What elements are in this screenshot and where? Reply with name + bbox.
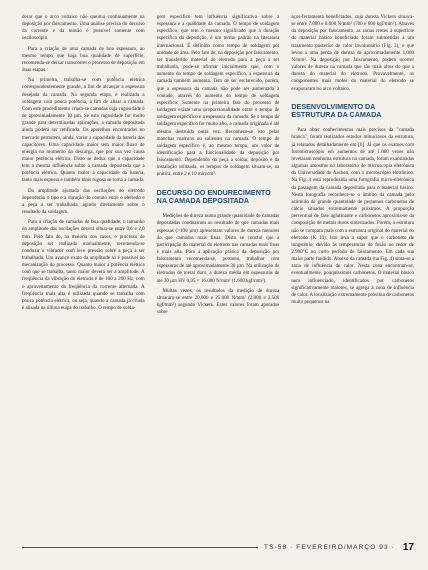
- page-number: 17: [402, 541, 414, 553]
- paragraph: Medições de dureza numa grande quantidade de camadas depositadas conduziram ao resultado de que camadas mais espessas (>100 µm) apresentam valores de dureza menores do que camadas mais finas. Disto se conclui que a participação do material do eletrodo nas camadas mais finas é mais alta. Para a aplicação prática da deposição por faiscamento recomenda-se, portanto, trabalhar com espessuras de até aproximadamente 30 µm. Na utilização de eletrodos de metal duro, a dureza média em espessuras de até 30 µm HV 0,05 = 16.000 N/mm² (1.600 kgf/mm²).: [156, 213, 280, 284]
- section-heading: DESENVOLVIMENTO DA ESTRUTURA DA CAMADA: [291, 101, 382, 120]
- paragraph: aços-ferramenta beneficiados, cuja dureza Vickers situava-se entre 7.000 e 8.000 N/mm² (700 e 800 kgf/mm²). Através da deposição por faiscamento, as zonas rentes à superfície do material básico beneficiado foram submetidas a um tratamento posterior de calor involuntário (Fig. 3), o que levou a uma perda de dureza de aproximadamente 1.000 N/mm². Na deposição por faiscamento, podem ocorrer valores de dureza na camada que são mais altos do que a dureza do material do eletrodo. Provavelmente, os componentes mais moles do material do eletrodo se evaporaram no arco voltaico.: [291, 14, 415, 92]
- footer-issue-text: TS-58 · FEVEREIRO/MARÇO 93 ·: [264, 543, 395, 551]
- column-3: [291, 14, 414, 526]
- column-1: [22, 14, 145, 526]
- paragraph: derar que o arco voltaico não queima continuamente na deposição por faiscamento. Uma análise precisa do decurso da corrente e da tensão é possível somente com osciloscópio.: [22, 14, 145, 42]
- paragraph: Da amplitude ajustada das oscilações do eletrodo dependerão o tipo e a duração do contato entre o eletrodo e a peça a ser trabalhada, agindo diretamente sobre o resultado da soldagem.: [22, 187, 145, 216]
- paragraph: Para obter conhecimentos mais precisos da "camada branca", foram realizados estudos minuciosos da estrutura, já relatados detalhadamente em [6]. Já que os exames com fotomicroscópio em aumentos de até 1.000 vezes não revelaram nenhuma estrutura na camada, foram examinadas algumas amostras no laboratório de microscopia eletrônica da Universidade de Aachen, com o microscópio eletrônico. Na Fig. 4 está reproduzida uma fotografia micro-eletrônica da passagem da camada depositada para o material básico. Nesta fotografia reconhece-se o âmbito da camada pelo acúmulo de grande quantidade de pequenos carbonetos de cálcio situados extremamente próximos. A proporção percentual de fase aglutinante e carbonetos aproxima-se da composição de metais duros sinterizados. Porém, a estrutura não se compara mais com a estrutura original do material do eletrodo (K 10). Isto leva a supor que o carboneto de tungstênio, devido às temperaturas de fusão ao redor de 2.900°C no curto período de faiscamento. Em cada sua maior parte fundido. Abaixo da camada (na Fig. 4) situa-se a zona de influência de calor. Nesta zona encontram-se, eventualmente, pouquíssimos carbonetos. O material básico nem influenciado, identificados por carbonetos significativamente maiores, se agrega à zona de influência de calor. A localização extremamente próxima de carbonetos muito pequenos na: [291, 127, 415, 306]
- paragraph: Na primeira, trabalha-se com potência elétrica correspondentemente grande, a fim de alcançar a espessura desejada da camada. Na segunda etapa, é realizada a soldagem com pouca potência, a fim de alisar a camada. Com este procedimento criam-se camadas cuja rugosidade é de aproximadamente 10 µm. Se esta rugosidade for muito grande para determinadas aplicações, a camada depositada ainda poderá ser retificada. Os aparelhos encontrados no mercado permitem, ainda, variar a capacidade da bateria dos capacitores. Uma capacidade maior tem maior fluxo de energia no momento da descarga, que por sua vez causa maior potência elétrica. Disto se deduz que a capacidade tem a mesma influência sobre a camada depositada que a potência elétrica. Quanto maior a capacidade da bateria, tanto mais espessa e também mais rugosa se torna a camada.: [22, 77, 145, 184]
- section-heading: DECURSO DO ENDURECIMENTO NA CAMADA DEPOSITADA: [156, 187, 271, 205]
- footer-rule: [22, 547, 258, 548]
- paragraph: Para a criação de uma camada de boa espessura, ao mesmo tempo que haja boa qualidade de superfície, recomenda-se deixar transcorrer o processo de deposição em duas etapas.: [22, 45, 145, 74]
- article-columns: [22, 14, 414, 526]
- column-2: [157, 14, 280, 526]
- page-footer: [22, 540, 414, 554]
- paragraph: gem específico tem influência significativa sobre a espessura e a qualidade da camada. O tempo de soldagem específico, que tem o mesmo significado que a duração específica da deposição, é um termo padrão na literatura internacional. É definido como tempo de soldagem por unidade de área. Pelo fato de, na deposição por faiscamento, ser transferido material do eletrodo para a peça a ser trabalhada, pode-se afirmar inicialmente que, com o aumento do tempo de soldagem específico, a espessura da camada também aumenta. Tem de ser esclarecido, porém, que a espessura da camada não pode ser aumentada à vontade, através do aumento do tempo de soldagem específico. Somente na primeira fase do processo de soldagem existe uma proporcionalidade entre o tempo de soldagem específico e a espessura da camada. Se o tempo de soldagem específico for muito alto, a camada originada é até mesmo destruída outra vez. Reconhece-se isto pelas manchas marrons ou salientes na camada. O tempo de soldagem específico é, ao mesmo tempo, um valor de identificação para a funcionalidade da deposição por faiscamento. Dependendo da peça a soldar, depósito e da instalação utilizada, os tempos de soldagem situam-se, na prática, entre 2 e 10 min/cm².: [156, 14, 280, 178]
- paragraph: Muitas vezes, os resultados da medição de dureza situaram-se entre 20.000 e 25.000 N/mm² (2.000 e 2.500 kgf/mm²) segundo Vickers. Estes valores foram apurados sobre: [156, 287, 280, 316]
- paragraph: Para a criação de camadas de boa qualidade, o tamanho da amplitude das oscilações deverá situar-se entre 0,6 e 2,0 mm. Pelo fato de, na maioria dos casos, o processo de deposição ser realizado manualmente, recomenda-se conduzir o vibrador com leve pressão sobre a peça a ser trabalhada. Um avanço exato da amplitude só é possível no mecanização do processo. Quanto maior a potência elétrica com que se trabalha, tanto maior deverá ser a amplitude. A freqüência da vibração do eletrodo é de 100 a 200 Hz, com o aproveitamento da freqüência da corrente alternada. A freqüência mais alta é utilizada quando se trabalha com pouca potência elétrica, ou seja, quando a camada já criada é alisada na última etapa do trabalho. O tempo de solda-: [22, 219, 145, 312]
